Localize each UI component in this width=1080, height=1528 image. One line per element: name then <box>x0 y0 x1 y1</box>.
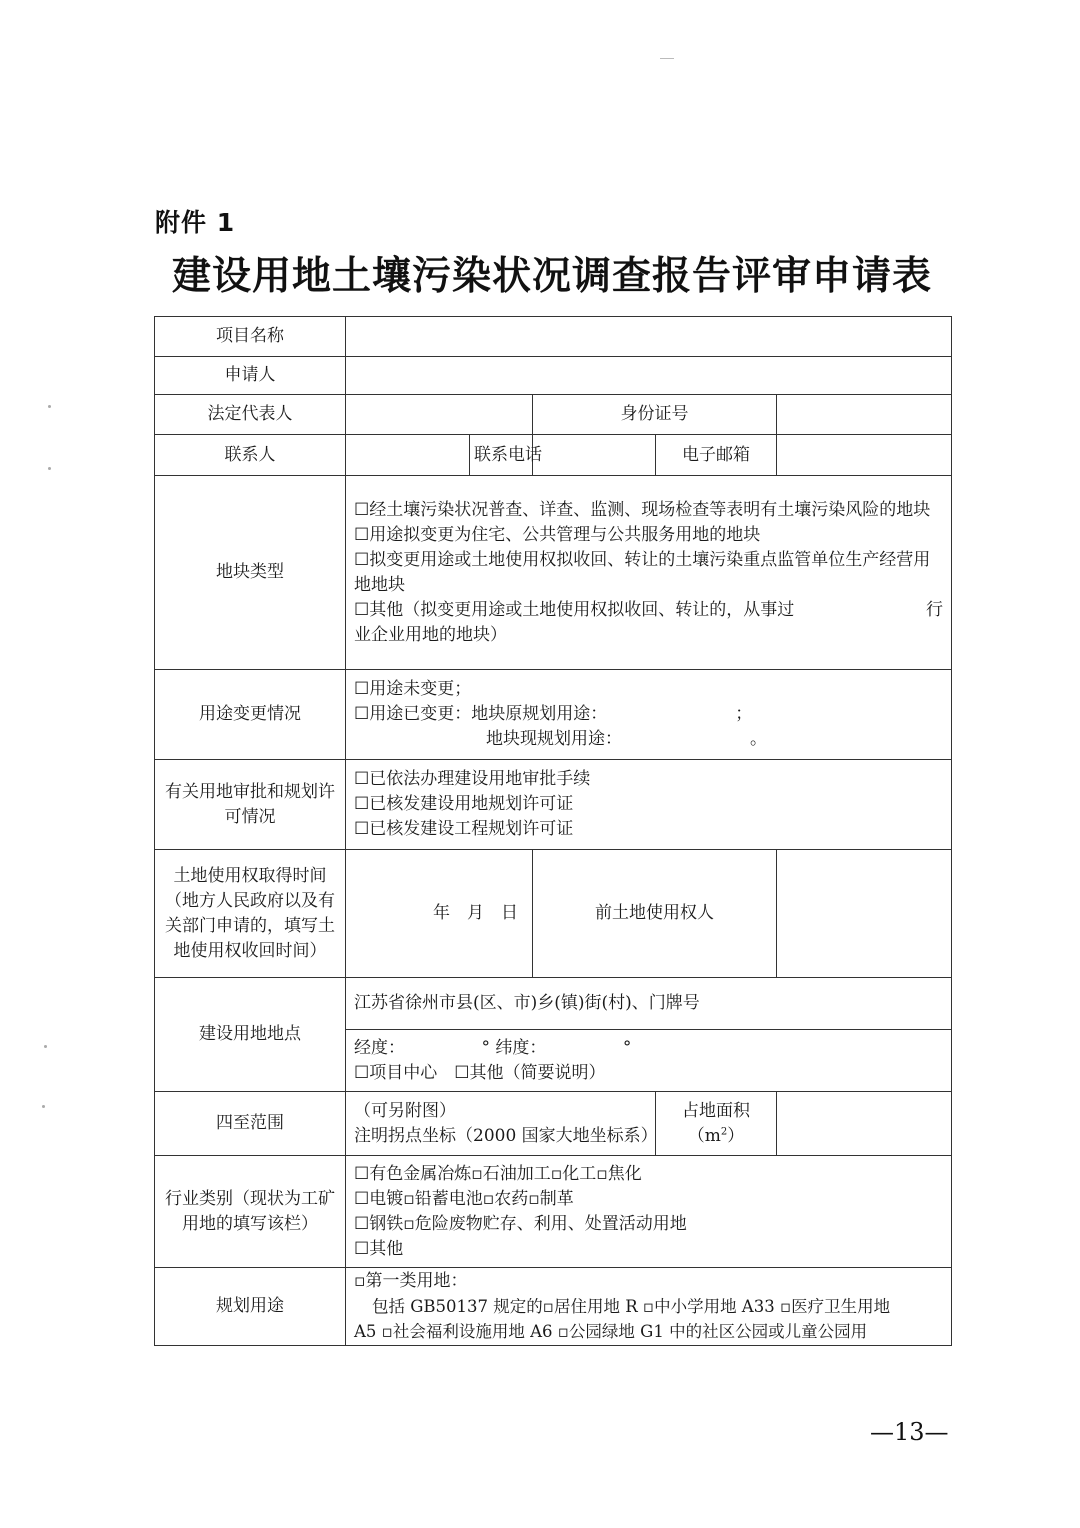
industry-label: 行业类别（现状为工矿用地的填写该栏） <box>155 1156 346 1268</box>
boundary-note: （可另附图） <box>354 1100 456 1121</box>
other-text-cont: 业企业用地的地块） <box>354 624 507 645</box>
location-label: 建设用地地点 <box>155 978 346 1092</box>
scan-mark <box>42 1105 45 1108</box>
parcel-type-option[interactable]: ☐拟变更用途或土地使用权拟收回、转让的土壤污染重点监管单位生产经营用地地块 <box>354 549 931 595</box>
row-planned-use <box>155 1268 952 1346</box>
use-changed-option[interactable] <box>354 702 943 727</box>
planned-use-detail: 包括 GB50137 规定的▫居住用地 R ▫中小学用地 A33 ▫医疗卫生用地 <box>372 1297 891 1316</box>
application-form <box>154 316 952 1346</box>
boundary-coords-note: 注明拐点坐标（2000 国家大地坐标系） <box>354 1125 658 1146</box>
scan-mark <box>48 405 51 408</box>
area-label <box>656 1092 777 1156</box>
email-label: 电子邮箱 <box>656 435 777 476</box>
phone-label: 联系电话 <box>470 435 533 476</box>
row-industry <box>155 1156 952 1268</box>
industry-option[interactable]: ☐钢铁▫危险废物贮存、利用、处置活动用地 <box>354 1213 687 1234</box>
coordinates-field[interactable]: 经度： ° 纬度： ° <box>354 1037 632 1058</box>
area-label-text: 占地面积 <box>682 1100 750 1121</box>
phone-field[interactable] <box>533 435 656 476</box>
use-change-label: 用途变更情况 <box>155 670 346 760</box>
current-use-line <box>354 727 943 752</box>
row-legal-rep <box>155 395 952 435</box>
row-approval <box>155 760 952 850</box>
project-name-field[interactable] <box>346 317 952 357</box>
contact-label: 联系人 <box>155 435 346 476</box>
use-changed-text: ☐用途已变更：地块原规划用途： <box>354 704 608 724</box>
scan-mark <box>48 467 51 470</box>
legal-rep-label: 法定代表人 <box>155 395 346 435</box>
row-land-right <box>155 850 952 978</box>
row-project-name <box>155 317 952 357</box>
row-parcel-type <box>155 476 952 670</box>
area-unit: $(m^2)$ <box>687 1125 745 1146</box>
page-number: —13— <box>870 1418 949 1446</box>
scan-mark <box>660 58 674 59</box>
industry-option[interactable]: ☐其他 <box>354 1238 404 1259</box>
row-use-change <box>155 670 952 760</box>
approval-option[interactable]: ☐已核发建设工程规划许可证 <box>354 819 574 839</box>
acquisition-date-field[interactable]: 年 月 日 <box>346 850 533 978</box>
industry-option[interactable]: ☐电镀▫铅蓄电池▫农药▫制革 <box>354 1188 574 1209</box>
scan-mark <box>44 1045 47 1048</box>
address-field[interactable]: 江苏省徐州市县(区、市)乡(镇)街(村)、门牌号 <box>346 978 952 1030</box>
approval-label: 有关用地审批和规划许可情况 <box>155 760 346 850</box>
parcel-type-option[interactable]: ☐用途拟变更为住宅、公共管理与公共服务用地的地块 <box>354 524 761 545</box>
id-number-field[interactable] <box>777 395 952 435</box>
parcel-type-options <box>346 476 952 670</box>
coordinate-options[interactable]: ☐项目中心 ☐其他（简要说明） <box>354 1062 606 1083</box>
current-use-text: 地块现规划用途： <box>486 729 622 749</box>
contact-field[interactable] <box>346 435 470 476</box>
row-boundary <box>155 1092 952 1156</box>
project-name-label: 项目名称 <box>155 317 346 357</box>
use-unchanged-option[interactable]: ☐用途未变更； <box>354 679 472 699</box>
row-contact <box>155 435 952 476</box>
approval-option[interactable]: ☐已依法办理建设用地审批手续 <box>354 769 591 789</box>
previous-holder-field[interactable] <box>777 850 952 978</box>
boundary-label: 四至范围 <box>155 1092 346 1156</box>
parcel-type-option-other[interactable] <box>354 598 943 623</box>
previous-holder-label: 前土地使用权人 <box>533 850 777 978</box>
applicant-field[interactable] <box>346 357 952 395</box>
other-text: ☐其他（拟变更用途或土地使用权拟收回、转让的，从事过 <box>354 599 795 620</box>
planned-use-option[interactable]: ▫第一类用地： <box>354 1271 468 1291</box>
parcel-type-option[interactable]: ☐经土壤污染状况普查、详查、监测、现场检查等表明有土壤污染风险的地块 <box>354 499 931 520</box>
planned-use-detail: A5 ▫社会福利设施用地 A6 ▫公园绿地 G1 中的社区公园或儿童公园用 <box>354 1322 868 1341</box>
planned-use-label: 规划用途 <box>155 1268 346 1346</box>
land-right-label: 土地使用权取得时间（地方人民政府以及有关部门申请的，填写土地使用权收回时间） <box>155 850 346 978</box>
row-location-address <box>155 978 952 1030</box>
legal-rep-field[interactable] <box>346 395 533 435</box>
punct: ； <box>735 704 753 724</box>
applicant-label: 申请人 <box>155 357 346 395</box>
id-number-label: 身份证号 <box>533 395 777 435</box>
punct: 。 <box>750 729 767 749</box>
row-applicant <box>155 357 952 395</box>
approval-option[interactable]: ☐已核发建设用地规划许可证 <box>354 794 574 814</box>
page-title: 建设用地土壤污染状况调查报告评审申请表 <box>172 253 933 299</box>
boundary-field[interactable] <box>346 1092 656 1156</box>
industry-option[interactable]: ☐有色金属冶炼▫石油加工▫化工▫焦化 <box>354 1163 642 1184</box>
attachment-label: 附件 1 <box>155 208 236 237</box>
other-text-end: 行 <box>926 599 944 620</box>
area-field[interactable] <box>777 1092 952 1156</box>
parcel-type-label: 地块类型 <box>155 476 346 670</box>
email-field[interactable] <box>777 435 952 476</box>
